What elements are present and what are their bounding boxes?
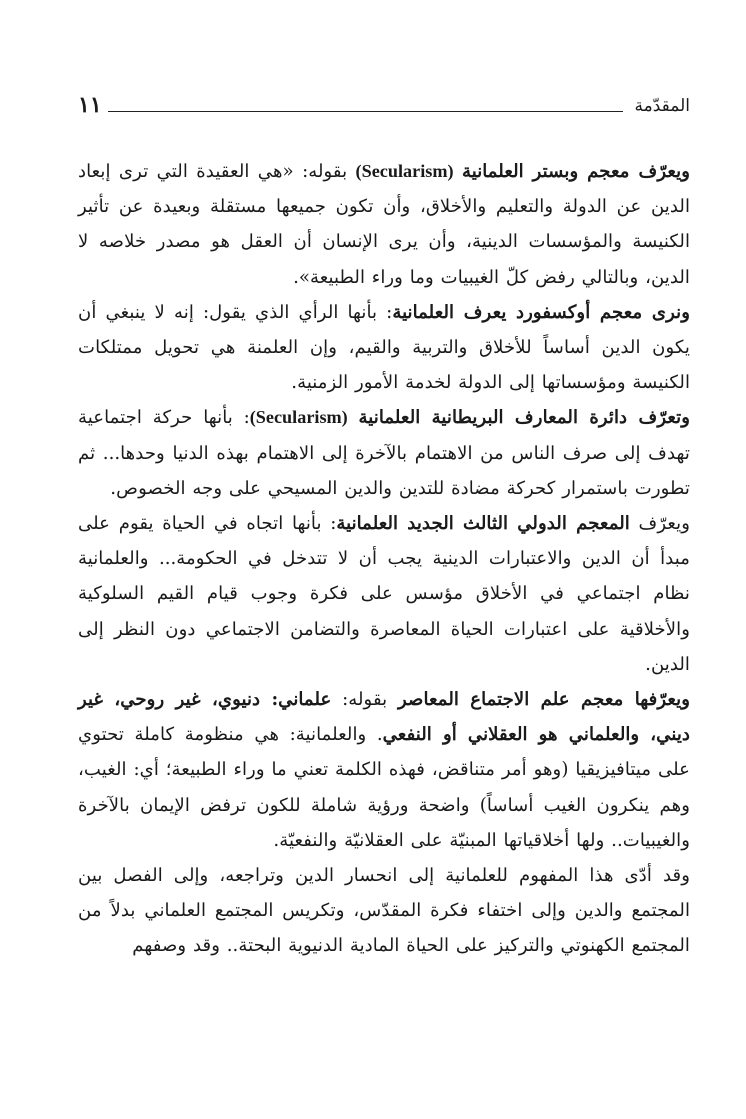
paragraph-segment: ويعرّف xyxy=(629,513,691,535)
paragraph-segment: : بأنها حركة اجتماعية تهدف إلى صرف الناس من الاهتمام بالآخرة إلى الاهتمام بهذه الدنيا وحدها... ثم تطورت باستمرار كحركة مضادة للتدين والدين المسيحي على وجه الخصوص. xyxy=(78,407,690,499)
paragraph-segment: وتعرّف دائرة المعارف البريطانية العلمانية xyxy=(358,407,690,429)
paragraph-segment: المعجم الدولي الثالث الجديد العلمانية xyxy=(336,513,630,535)
paragraph-webster xyxy=(78,154,690,295)
paragraph-segment: ونرى معجم أوكسفورد يعرف العلمانية xyxy=(392,301,690,323)
book-page xyxy=(78,86,690,1106)
paragraph-segment: بقوله: xyxy=(331,689,399,711)
paragraph-segment: وقد أدّى هذا المفهوم للعلمانية إلى انحسار الدين وتراجعه، وإلى الفصل بين المجتمع والدين وإلى اختفاء فكرة المقدّس، وتكريس المجتمع العلماني بدلاً من المجتمع الكهنوتي والتركيز على الحياة المادية الدنيوية البحتة.. وقد وصفهم xyxy=(78,865,690,957)
paragraph-segment xyxy=(348,407,359,428)
paragraph-segment: بقوله: «هي العقيدة التي ترى إبعاد الدين عن الدولة والتعليم والأخلاق، وأن تكون جميعها مستقلة وبعيدة عن تأثير الكنيسة والمؤسسات الدينية، وأن يرى الإنسان أن العقل هو مصدر خلاصه لا الدين، وبالتالي رفض كلّ الغيبيات وما وراء الطبيعة». xyxy=(78,161,690,288)
paragraph-segment: : بأنها الرأي الذي يقول: إنه لا ينبغي أن يكون الدين أساساً للأخلاق والتربية والقيم، وإن العلمنة هي تحويل ممتلكات الكنيسة ومؤسساتها إلى الدولة لخدمة الأمور الزمنية. xyxy=(78,301,690,394)
paragraph-segment-latin: (Secularism) xyxy=(355,161,454,181)
paragraph-sociology-dictionary xyxy=(78,682,690,858)
page-header xyxy=(78,86,690,116)
paragraph-britannica xyxy=(78,400,690,506)
paragraph-segment: . والعلمانية: هي منظومة كاملة تحتوي على ميتافيزيقيا (وهو أمر متناقض، فهذه الكلمة تعني ما وراء الطبيعة؛ أي: الغيب، وهم ينكرون الغيب أساساً) واضحة ورؤية شاملة للكون ترفض الإيمان بالآخرة والغيبيات.. ولها أخلاقياتها المبنيّة على العقلانيّة والنفعيّة. xyxy=(78,724,690,851)
paragraph-oxford xyxy=(78,295,690,401)
paragraph-segment: ويعرّف معجم وبستر العلمانية xyxy=(461,161,690,182)
paragraph-segment: علماني: دنيوي، غير روحي، غير ديني، والعلماني هو العقلاني أو النفعي xyxy=(78,689,690,746)
page-number: ١١ xyxy=(78,92,102,118)
body-text xyxy=(78,154,690,964)
paragraph-international-dictionary xyxy=(78,506,690,682)
paragraph-segment xyxy=(454,161,462,182)
header-rule xyxy=(108,111,623,112)
paragraph-segment: : بأنها اتجاه في الحياة يقوم على مبدأ أن الدين والاعتبارات الدينية يجب أن لا تتدخل في الحكومة... والعلمانية نظام اجتماعي في الأخلاق مؤسس على فكرة وجوب قيام القيم السلوكية والأخلاقية على اعتبارات الحياة المعاصرة والتضامن الاجتماعي دون النظر إلى الدين. xyxy=(78,513,690,675)
running-title: المقدّمة xyxy=(634,96,690,116)
paragraph-segment-latin: (Secularism) xyxy=(249,407,348,428)
paragraph-segment: ويعرّفها معجم علم الاجتماع المعاصر xyxy=(398,689,690,711)
paragraph-consequences xyxy=(78,858,690,964)
